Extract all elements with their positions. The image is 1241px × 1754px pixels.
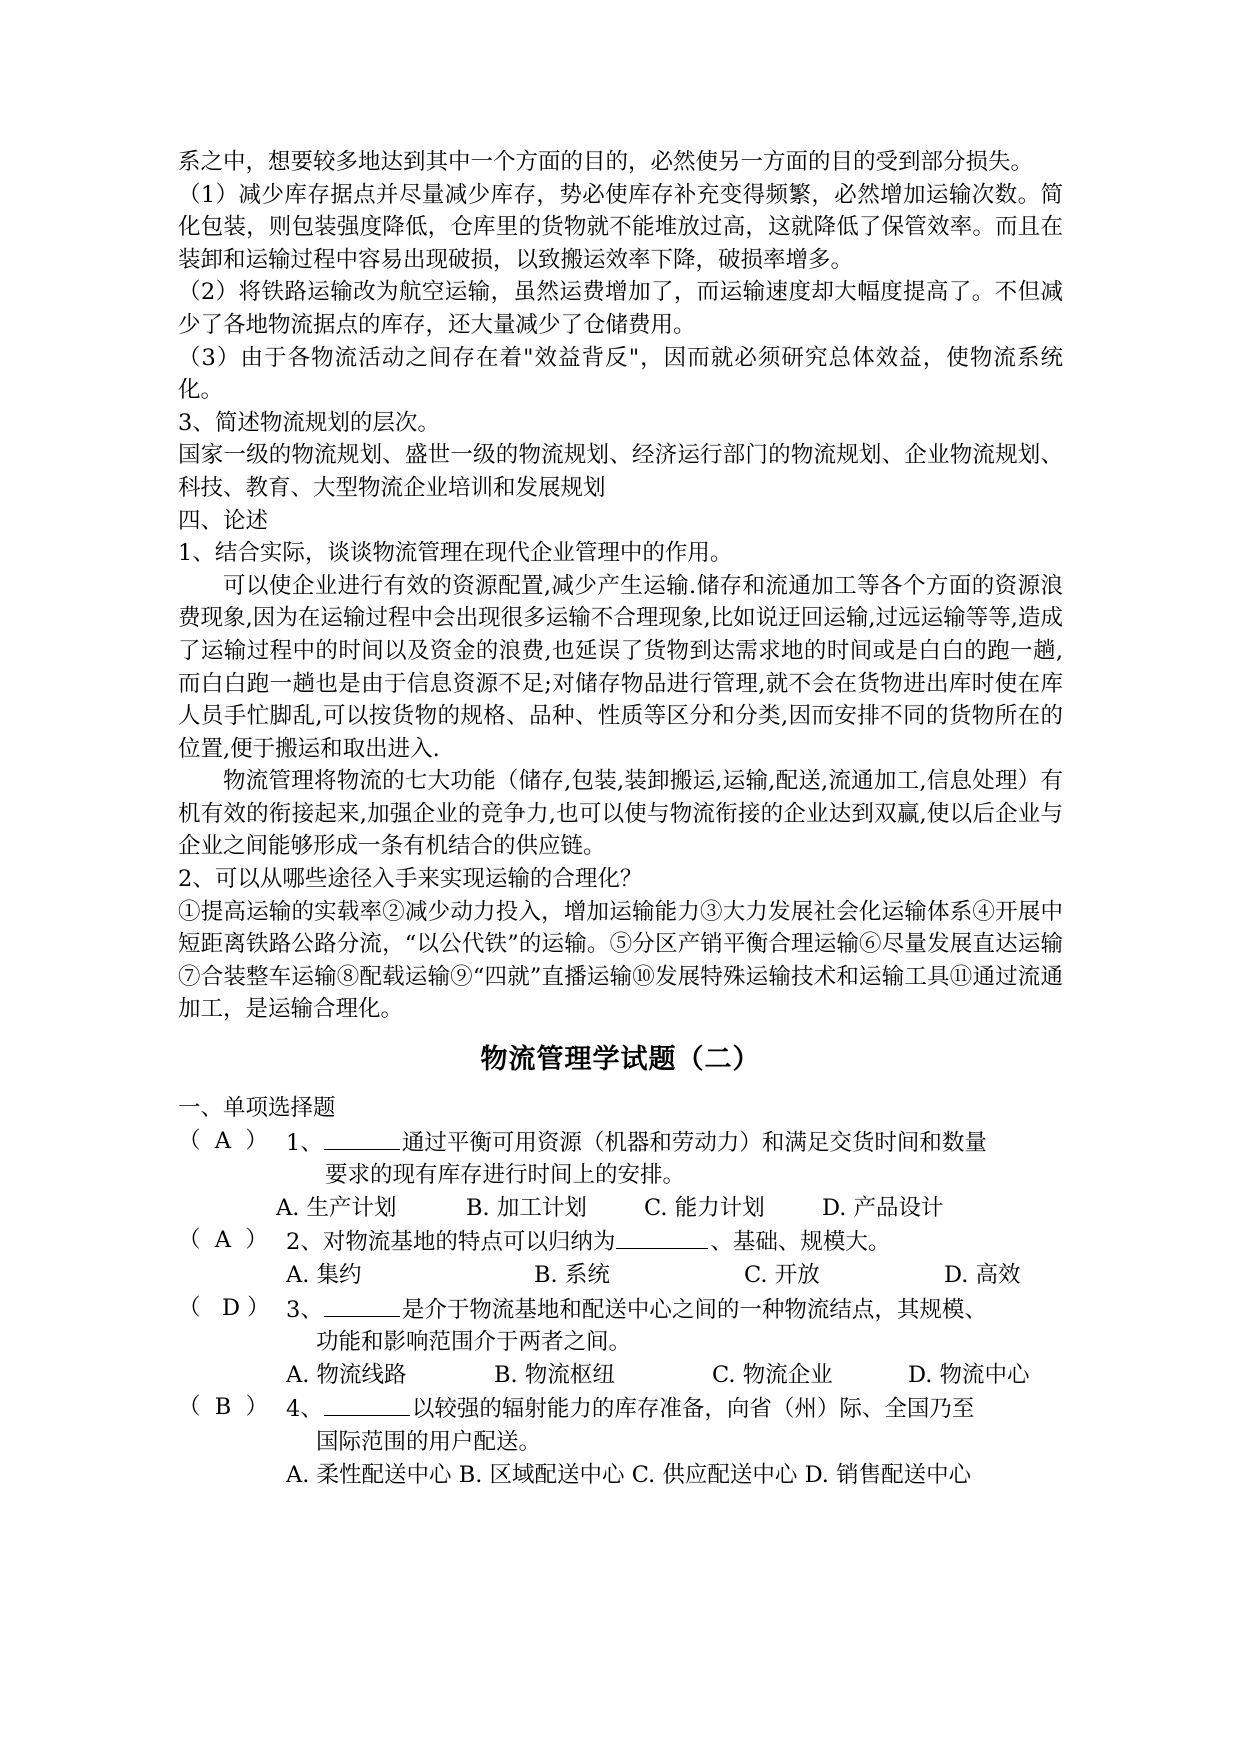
question-4 (178, 1391, 1063, 1491)
question-text-continued: 要求的现有库存进行时间上的安排。 (325, 1162, 686, 1189)
option-b: B. 物流枢纽 (494, 1361, 615, 1388)
question-2 (178, 1224, 1063, 1291)
paragraph-example-3: （3）由于各物流活动之间存在着"效益背反"，因而就必须研究总体效益，使物流系统化。 (178, 344, 1063, 404)
option-c: C. 能力计划 (644, 1194, 765, 1221)
question-text: 以较强的辐射能力的库存准备，向省（州）际、全国乃至 (411, 1396, 975, 1423)
option-d: D. 物流中心 (908, 1361, 1030, 1388)
option-c: C. 物流企业 (712, 1361, 833, 1388)
section-heading-single-choice: 一、单项选择题 (178, 1095, 336, 1122)
answer-mark: （ D ） (178, 1294, 270, 1321)
option-a: A. 生产计划 (276, 1194, 397, 1221)
exam-title: 物流管理学试题（二） (480, 1044, 761, 1076)
answer-blank (616, 1224, 708, 1249)
question-text: 2、对物流基地的特点可以归纳为 (286, 1229, 616, 1256)
question-number: 3、 (286, 1296, 323, 1323)
option-d: D. 高效 (944, 1262, 1021, 1288)
option-a: A. 物流线路 (286, 1361, 407, 1388)
option-d: D. 产品设计 (822, 1194, 944, 1221)
paragraph-example-2: （2）将铁路运输改为航空运输，虽然运费增加了，而运输速度却大幅度提高了。不但减少了各地物流据点的库存，还大量减少了仓储费用。 (178, 279, 1063, 338)
discussion-answer-1-para-1: 可以使企业进行有效的资源配置,减少产生运输.储存和流通加工等各个方面的资源浪费现象,因为在运输过程中会出现很多运输不合理现象,比如说迂回运输,过远运输等等,造成了运输过程中的时间以及资金的浪费,也延误了货物到达需求地的时间或是白白的跑一趟,而白白跑一趟也是由于信息资源不足;对储存物品进行管理,就不会在货物进出库时使在库人员手忙脚乱,可以按货物的规格、品种、性质等区分和分类,因而安排不同的货物所在的位置,便于搬运和取出进入. (178, 572, 1063, 762)
discussion-question-2: 2、可以从哪些途径入手来实现运输的合理化？ (178, 866, 643, 893)
answer-mark: （ B ） (178, 1394, 269, 1421)
paragraph-example-1: （1）减少库存据点并尽量减少库存，势必使库存补充变得频繁，必然增加运输次数。简化包装，则包装强度降低，仓库里的货物就不能堆放过高，这就降低了保管效率。而且在装卸和运输过程中容易出现破损，以致搬运效率下降，破损率增多。 (178, 181, 1063, 273)
question-text-continued: 功能和影响范围介于两者之间。 (316, 1329, 632, 1356)
question-text-continued: 国际范围的用户配送。 (316, 1428, 542, 1455)
question-text: 是介于物流基地和配送中心之间的一种物流结点，其规模、 (401, 1296, 987, 1323)
answer-planning-levels: 国家一级的物流规划、盛世一级的物流规划、经济运行部门的物流规划、企业物流规划、科技、教育、大型物流企业培训和发展规划 (178, 442, 1063, 501)
question-text-tail: 、基础、规模大。 (710, 1229, 891, 1256)
answer-blank (324, 1125, 400, 1150)
option-b: B. 系统 (534, 1262, 610, 1288)
question-planning-levels: 3、简述物流规划的层次。 (178, 409, 440, 436)
question-number: 4、 (286, 1396, 323, 1423)
option-a: A. 集约 (286, 1262, 362, 1288)
answer-blank (324, 1292, 400, 1317)
document-page (178, 146, 1063, 1491)
discussion-answer-1-para-2: 物流管理将物流的七大功能（储存,包装,装卸搬运,运输,配送,流通加工,信息处理）有机有效的衔接起来,加强企业的竞争力,也可以使与物流衔接的企业达到双赢,使以后企业与企业之间能够形成一条有机结合的供应链。 (178, 768, 1063, 860)
answer-mark: （ A ） (178, 1227, 268, 1254)
options-line: A. 柔性配送中心 B. 区域配送中心 C. 供应配送中心 D. 销售配送中心 (286, 1461, 972, 1488)
option-c: C. 开放 (744, 1262, 820, 1288)
answer-blank (324, 1391, 410, 1416)
paragraph-effect-conflict: 系之中，想要较多地达到其中一个方面的目的，必然使另一方面的目的受到部分损失。 (178, 149, 1034, 175)
question-number: 1、 (286, 1129, 323, 1156)
discussion-answer-2: ①提高运输的实载率②减少动力投入，增加运输能力③大力发展社会化运输体系④开展中短距离铁路公路分流，“以公代铁”的运输。⑤分区产销平衡合理运输⑥尽量发展直达运输⑦合装整车运输⑧配载运输⑨“四就”直播运输⑩发展特殊运输技术和运输工具⑪通过流通加工，是运输合理化。 (178, 898, 1063, 1023)
option-b: B. 加工计划 (466, 1194, 587, 1221)
question-1 (178, 1125, 1063, 1225)
question-3 (178, 1292, 1063, 1392)
answer-mark: （ A ） (178, 1127, 268, 1154)
section-heading-discussion: 四、论述 (178, 507, 269, 534)
question-text: 通过平衡可用资源（机器和劳动力）和满足交货时间和数量 (401, 1129, 987, 1156)
discussion-question-1: 1、结合实际，谈谈物流管理在现代企业管理中的作用。 (178, 540, 733, 567)
